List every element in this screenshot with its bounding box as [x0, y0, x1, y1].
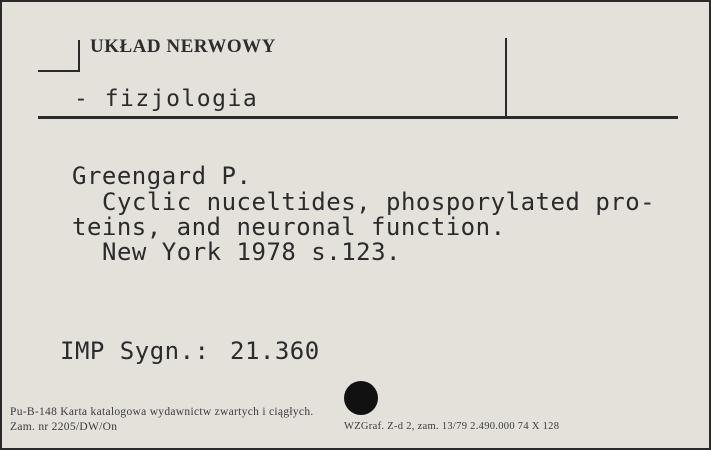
subject-heading: UKŁAD NERWOWY [90, 36, 276, 57]
entry-title-line-1: Cyclic nuceltides, phosporylated pro- [102, 188, 656, 216]
subject-subheading: - fizjologia [74, 86, 259, 112]
punch-hole [344, 381, 378, 415]
imprint-order-number: Zam. nr 2205/DW/On [10, 421, 118, 433]
entry-author: Greengard P. [72, 162, 252, 190]
imprint-line-1: Pu-B-148 Karta katalogowa wydawnictw zwartych i ciągłych. [10, 406, 314, 418]
header-left-tick [78, 40, 80, 72]
imprint-printer-details: WZGraf. Z-d 2, zam. 13/79 2.490.000 74 X 128 [344, 421, 560, 432]
entry-title-line-2: teins, and neuronal function. [72, 213, 506, 241]
header-right-divider [505, 38, 507, 118]
entry-publication: New York 1978 s.123. [102, 238, 401, 266]
shelfmark-value: 21.360 [230, 337, 320, 365]
header-bottom-rule [38, 116, 678, 119]
shelfmark-label: IMP Sygn.: [60, 337, 210, 365]
header-left-underline [38, 70, 80, 72]
